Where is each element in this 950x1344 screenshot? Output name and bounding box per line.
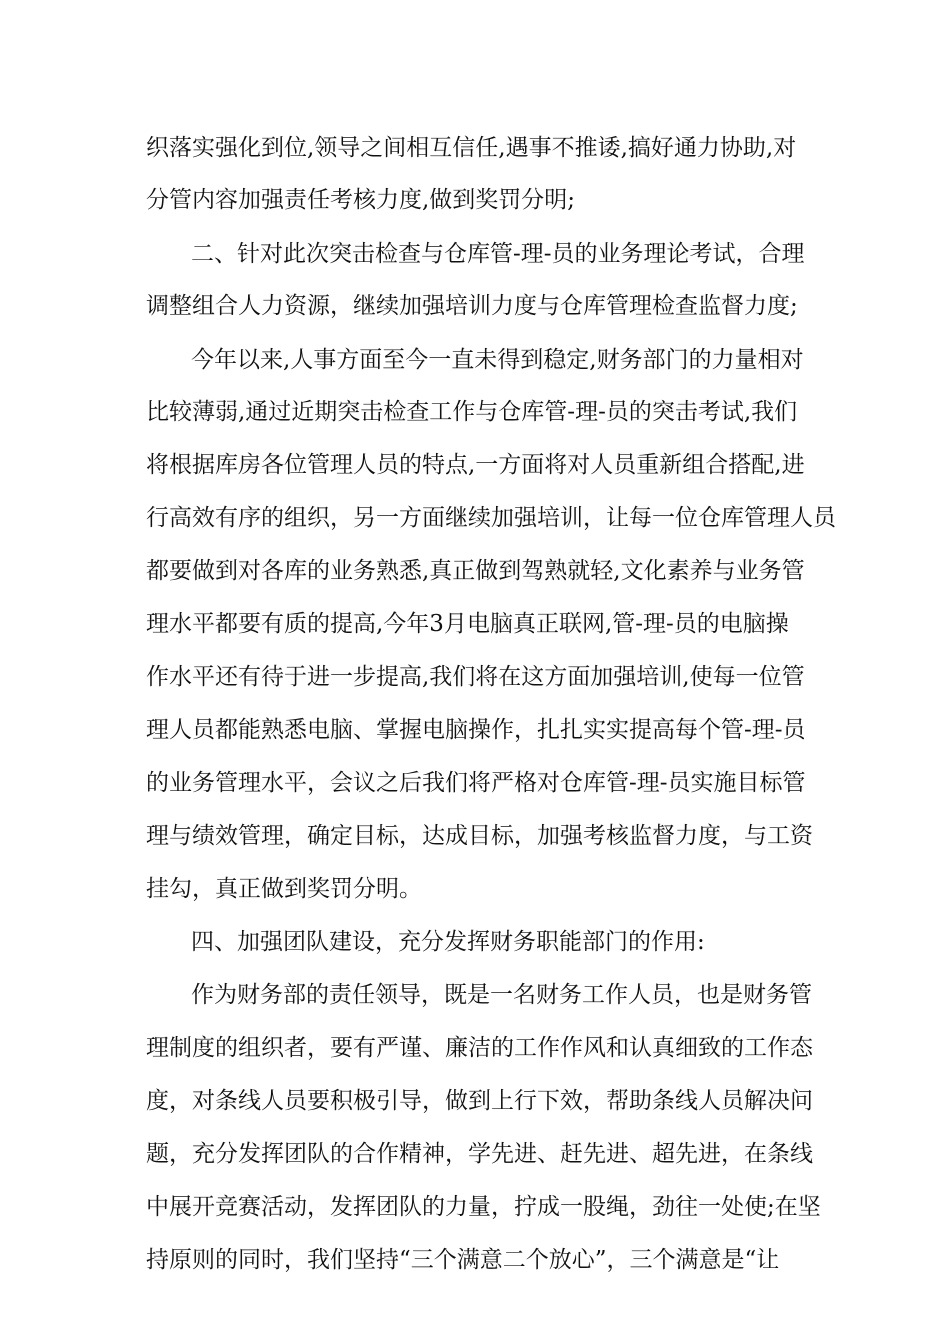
text-line: 理制度的组织者，要有严谨、廉洁的工作作风和认真细致的工作态 [146, 1035, 813, 1061]
text-line: 的业务管理水平，会议之后我们将严格对仓库管-理-员实施目标管 [146, 770, 806, 796]
text-line: 比较薄弱,通过近期突击检查工作与仓库管-理-员的突击考试,我们 [146, 399, 798, 425]
text-line: 作为财务部的责任领导，既是一名财务工作人员，也是财务管 [191, 982, 812, 1008]
text-line: 四、加强团队建设，充分发挥财务职能部门的作用: [191, 929, 705, 955]
text-line: 题，充分发挥团队的合作精神，学先进、赶先进、超先进，在条线 [146, 1141, 813, 1167]
text-line: 将根据库房各位管理人员的特点,一方面将对人员重新组合搭配,进 [146, 452, 805, 478]
text-line: 理人员都能熟悉电脑、掌握电脑操作，扎扎实实提高每个管-理-员 [146, 717, 806, 743]
text-line: 行高效有序的组织，另一方面继续加强培训，让每一位仓库管理人员 [146, 505, 836, 531]
text-line: 持原则的同时，我们坚持“三个满意二个放心”，三个满意是“让 [146, 1247, 780, 1273]
text-line: 分管内容加强责任考核力度,做到奖罚分明; [146, 187, 576, 213]
text-line: 作水平还有待于进一步提高,我们将在这方面加强培训,使每一位管 [146, 664, 805, 690]
text-line: 调整组合人力资源，继续加强培训力度与仓库管理检查监督力度; [146, 293, 798, 319]
text-line: 都要做到对各库的业务熟悉,真正做到驾熟就轻,文化素养与业务管 [146, 558, 805, 584]
text-line: 中展开竞赛活动，发挥团队的力量，拧成一股绳，劲往一处使;在坚 [146, 1194, 821, 1220]
text-line: 理水平都要有质的提高,今年3月电脑真正联网,管-理-员的电脑操 [146, 611, 789, 637]
text-line: 二、针对此次突击检查与仓库管-理-员的业务理论考试，合理 [191, 241, 805, 267]
text-line: 今年以来,人事方面至今一直未得到稳定,财务部门的力量相对 [191, 347, 804, 373]
text-line: 度，对条线人员要积极引导，做到上行下效，帮助条线人员解决问 [146, 1088, 813, 1114]
text-line: 织落实强化到位,领导之间相互信任,遇事不推诿,搞好通力协助,对 [146, 135, 797, 161]
text-line: 理与绩效管理，确定目标，达成目标，加强考核监督力度，与工资 [146, 823, 813, 849]
text-line: 挂勾，真正做到奖罚分明。 [146, 876, 422, 902]
